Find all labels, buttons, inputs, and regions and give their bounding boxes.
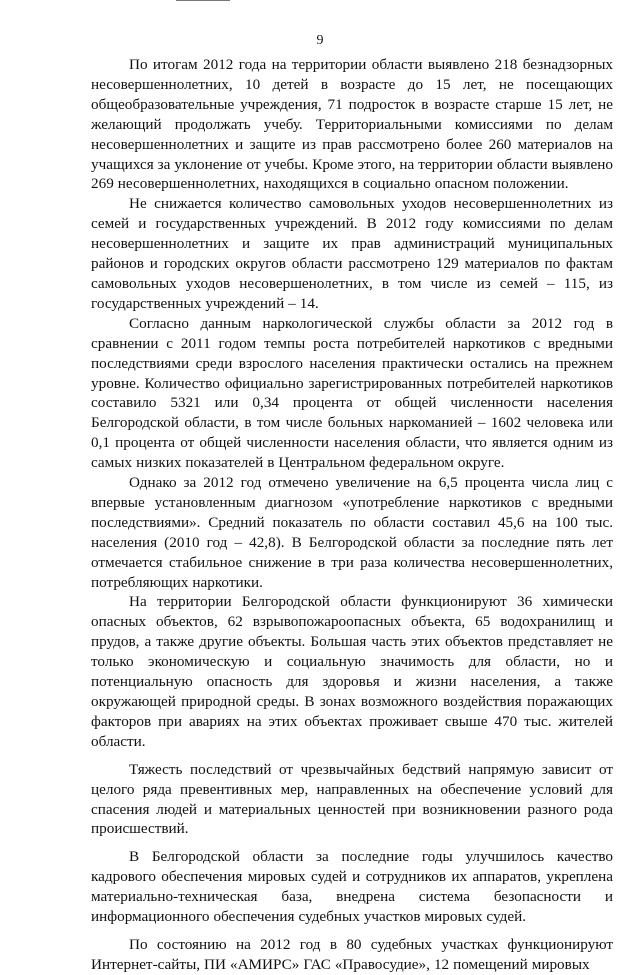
paragraph-neglected-minors: По итогам 2012 года на территории области выявлено 218 безнадзорных несовершеннолетних, 10 детей в возрасте до 15 лет, не посещающих общеобразовательные учреждения, 71 подросток в возрасте старше 15 лет, не желающий продолжать учебу. Территориальными комиссиями по делам несовершеннолетних и защите из прав рассмотрено более 260 материалов на учащихся за уклонение от учебы. Кроме этого, на территории области выявлено 269 несовершеннолетних, находящихся в социально опасном положении. [91,56,613,193]
paragraph-magistrate-judges: В Белгородской области за последние годы улучшилось качество кадрового обеспечения мировых судей и сотрудников их аппаратов, укреплена материально-техническая база, внедрена система безопасности и информационного обеспечения судебных участков мировых судей. [91,848,613,926]
paragraph-runaways: Не снижается количество самовольных уходов несовершеннолетних из семей и государственных учреждений. В 2012 году комиссиями по делам несовершеннолетних и защите их прав администраций муниципальных районов и городских округов области рассмотрено 129 материалов по фактам самовольных уходов несовершенолетних, в том числе из семей – 115, из государственных учреждений – 14. [91,195,613,312]
page-number: 9 [316,33,324,48]
paragraph-court-sites: По состоянию на 2012 год в 80 судебных участках функционируют Интернет-сайты, ПИ «АМИРС» ГАС «Правосудие», 12 помещений мировых [91,935,613,973]
paragraph-hazardous-objects: На территории Белгородской области функционируют 36 химически опасных объектов, 62 взрывопожароопасных объекта, 65 водохранилищ и прудов, а также другие объекты. Большая часть этих объектов представляет не только экономическую и социальную значимость для области, но и потенциальную опасность для здоровья и жизни населения, а также окружающей природной среды. В зонах возможного воздействия поражающих факторов при авариях на этих объектах проживает свыше 470 тыс. жителей области. [91,593,613,750]
paragraph-drug-diagnosis-increase: Однако за 2012 год отмечено увеличение на 6,5 процента числа лиц с впервые установленным диагнозом «употребление наркотиков с вредными последствиями». Средний показатель по области составил 45,6 на 100 тыс. населения (2010 год – 42,8). В Белгородской области за последние пять лет отмечается стабильное снижение в три раза количества несовершеннолетних, потребляющих наркотики. [91,474,613,591]
scan-edge-mark [176,0,230,1]
document-body [91,55,613,975]
paragraph-emergency-prevention: Тяжесть последствий от чрезвычайных бедствий напрямую зависит от целого ряда превентивных мер, направленных на обеспечение условий для спасения людей и материальных ценностей при возникновении разного рода происшествий. [91,760,613,838]
paragraph-narcology-service: Согласно данным наркологической службы области за 2012 год в сравнении с 2011 годом темпы роста потребителей наркотиков с вредными последствиями среди взрослого населения практически остались на прежнем уровне. Количество официально зарегистрированных потребителей наркотиков составило 5321 или 0,34 процента от общей численности населения Белгородской области, в том числе больных наркоманией – 1602 человека или 0,1 процента от общей численности населения области, что является одним из самых низких показателей в Центральном федеральном округе. [91,314,613,472]
